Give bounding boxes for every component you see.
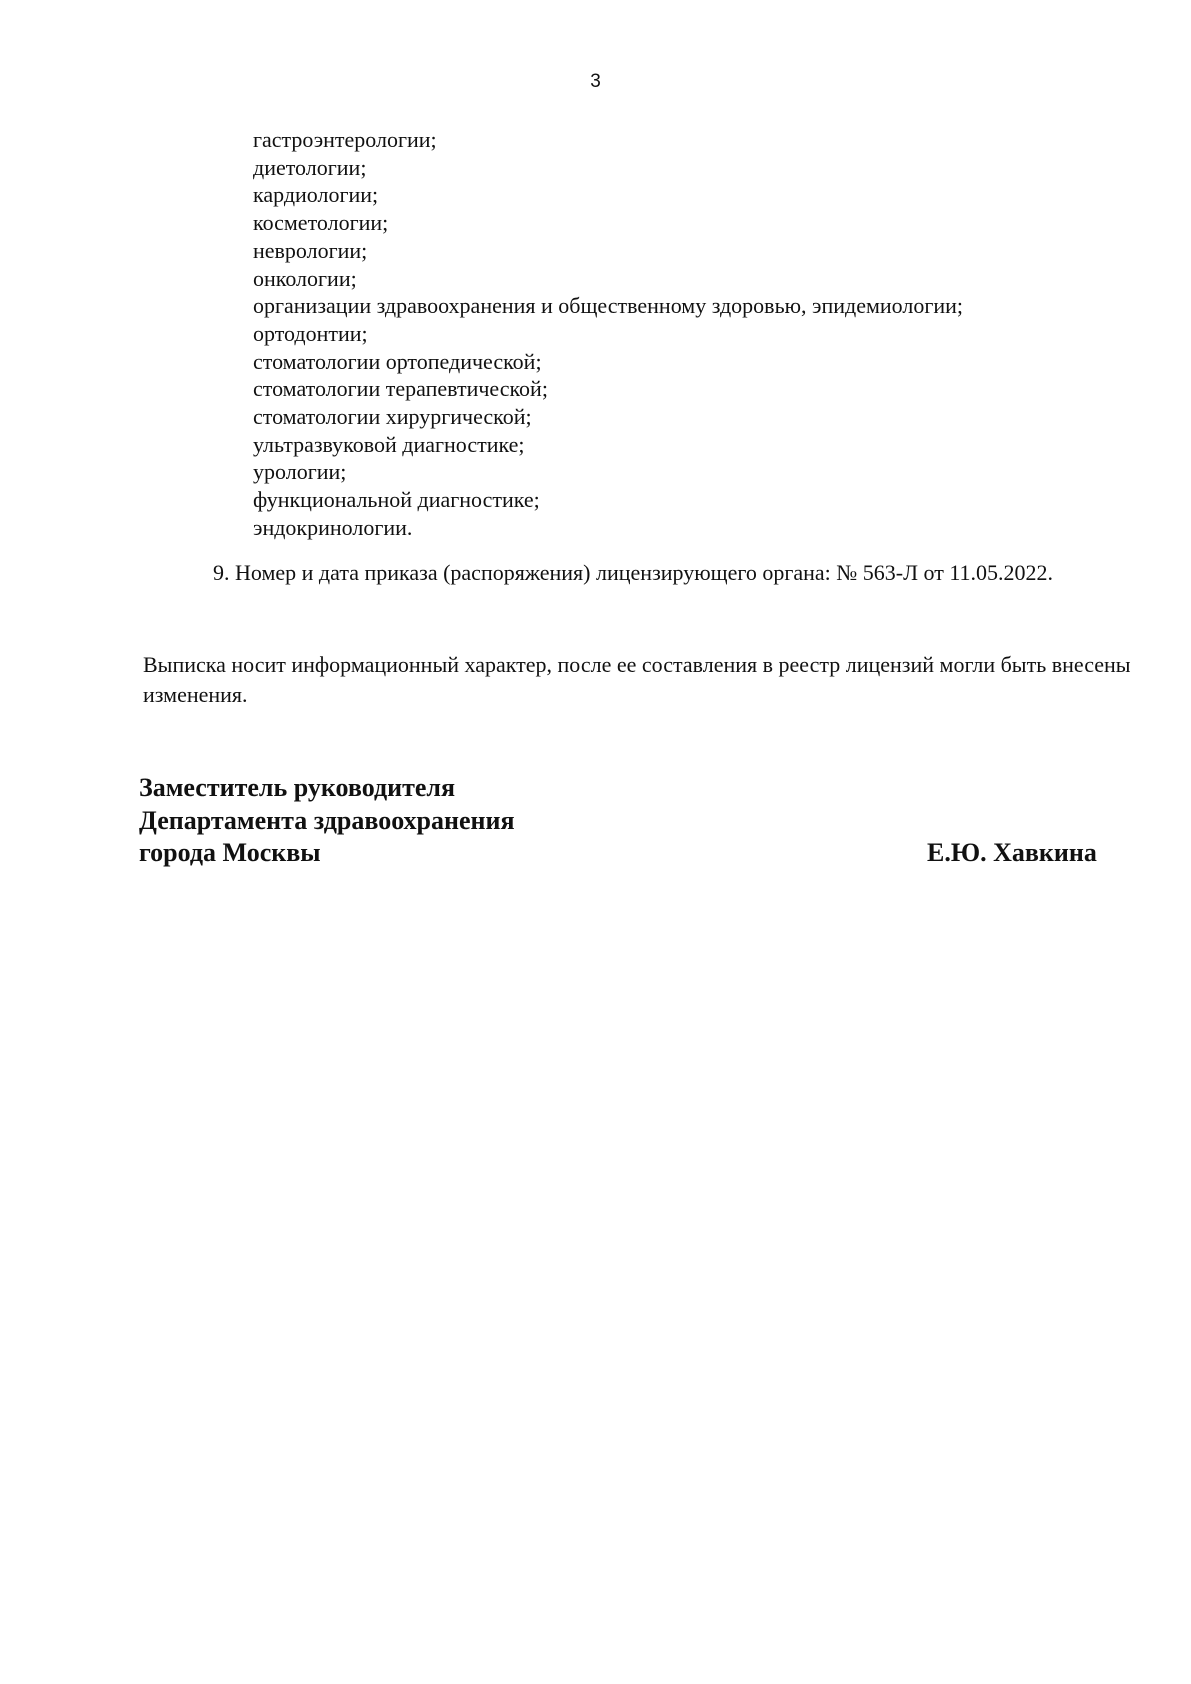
specialty-item: диетологии; [253, 154, 367, 180]
page-number: 3 [590, 71, 601, 92]
specialty-item: кардиологии; [253, 182, 379, 208]
signatory-position-line: города Москвы [139, 838, 321, 867]
specialty-item: урологии; [253, 459, 347, 485]
specialty-item: неврологии; [253, 237, 368, 263]
specialty-item: онкологии; [253, 265, 357, 291]
license-order-line: 9. Номер и дата приказа (распоряжения) лицензирующего органа: № 563-Л от 11.05.2022. [213, 560, 1054, 585]
specialty-item: ультразвуковой диагностике; [253, 431, 525, 457]
signatory-position-line: Департамента здравоохранения [139, 805, 515, 835]
specialty-item: организации здравоохранения и общественному здоровью, эпидемиологии; [253, 293, 964, 319]
specialty-item: стоматологии хирургической; [253, 404, 532, 430]
specialty-item: стоматологии терапевтической; [253, 376, 548, 402]
specialty-item: стоматологии ортопедической; [253, 348, 542, 374]
specialty-item: ортодонтии; [253, 320, 368, 346]
specialty-item: гастроэнтерологии; [253, 127, 437, 152]
specialties-list [253, 126, 963, 542]
specialty-item: эндокринологии. [253, 514, 413, 540]
specialty-item: функциональной диагностике; [253, 487, 540, 513]
informational-notice: Выписка носит информационный характер, после ее составления в реестр лицензий могли быть внесены изменения. [143, 652, 1131, 707]
signatory-name: Е.Ю. Хавкина [927, 838, 1097, 867]
signatory-position [139, 772, 515, 870]
specialty-item: косметологии; [253, 210, 389, 236]
signatory-position-line: Заместитель руководителя [139, 773, 456, 802]
